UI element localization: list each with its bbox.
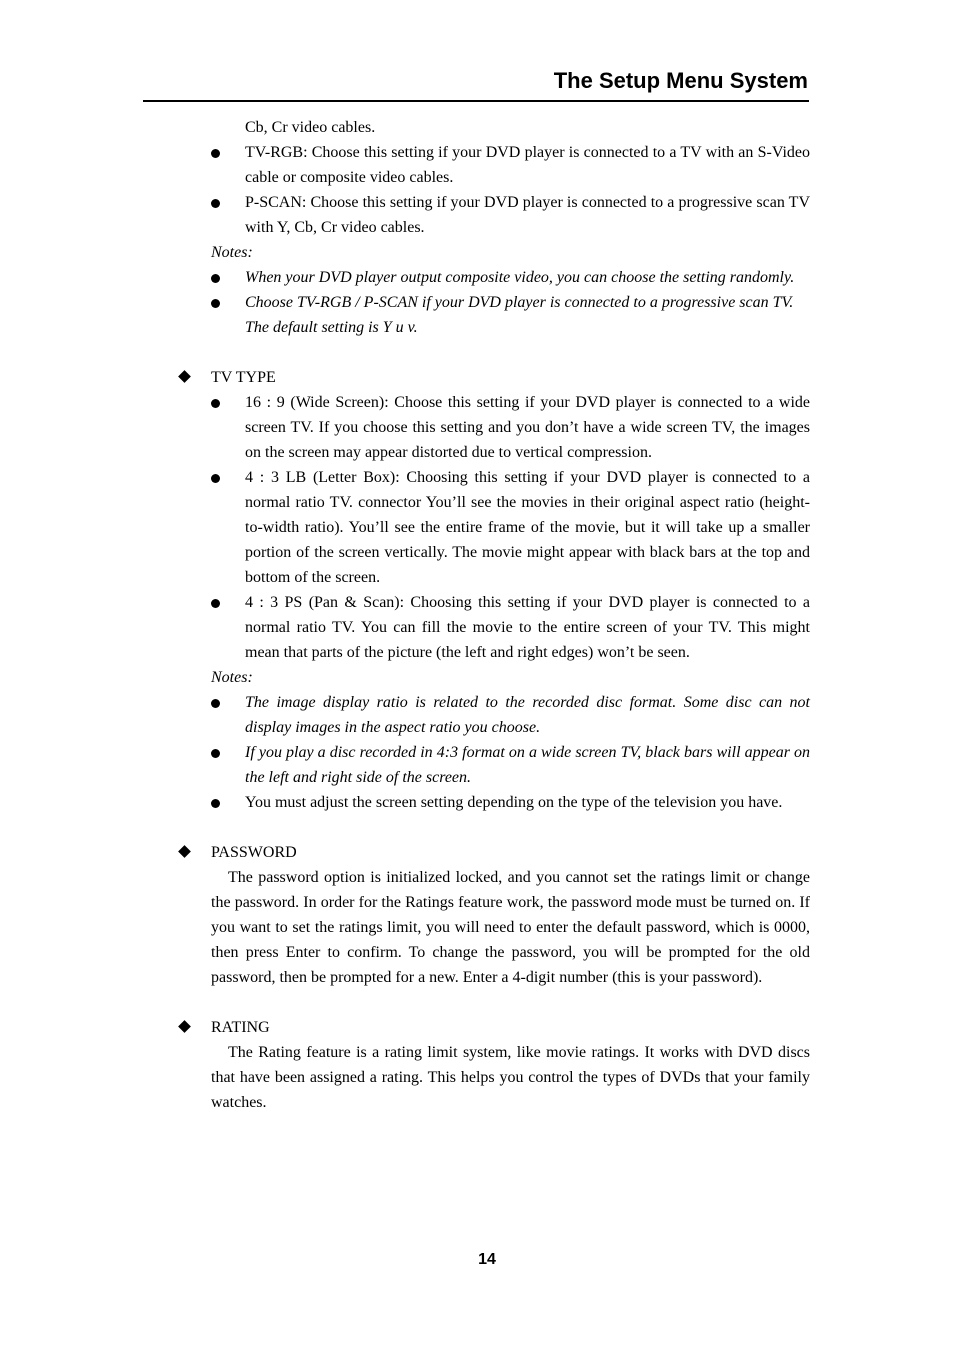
bullet-icon [211, 149, 220, 158]
continuation-text: Cb, Cr video cables. [245, 119, 376, 136]
password-paragraph: The password option is initialized locked, and you cannot set the ratings limit or change the password. In order for the Ratings feature work, the password mode must be turned on. If you want to set the ratings limit, you will need to enter the default password, which is 0000, then press Enter to confirm. To change the password, you will be prompted for the old password, then be prompted for a new. Enter a 4-digit number (this is your password). [211, 869, 810, 986]
bullet-icon [211, 799, 220, 808]
note-text: You must adjust the screen setting depending on the type of the television you have. [245, 794, 783, 811]
note-item [0, 790, 810, 815]
bullet-icon [211, 299, 220, 308]
bullet-icon [211, 599, 220, 608]
section-gap [0, 990, 954, 1015]
diamond-bullet-icon [178, 370, 191, 383]
bullet-icon [211, 199, 220, 208]
list-item [0, 590, 810, 665]
diamond-bullet-icon [178, 845, 191, 858]
list-item-text: TV-RGB: Choose this setting if your DVD player is connected to a TV with an S-Video cable or composite video cables. [245, 144, 810, 186]
bullet-icon [211, 474, 220, 483]
header-rule [143, 100, 809, 102]
rating-paragraph: The Rating feature is a rating limit system, like movie ratings. It works with DVD discs that have been assigned a rating. This helps you control the types of DVDs that your family watches. [211, 1044, 810, 1111]
default-setting-text: The default setting is Y u v. [245, 319, 418, 336]
list-item [0, 390, 810, 465]
note-item [0, 265, 810, 290]
note-text: The image display ratio is related to the recorded disc format. Some disc can not display images in the aspect ratio you choose. [245, 694, 810, 736]
list-item [0, 140, 810, 190]
note-text: Choose TV-RGB / P-SCAN if your DVD player is connected to a progressive scan TV. [245, 294, 794, 311]
section-heading-text: RATING [211, 1019, 270, 1036]
bullet-icon [211, 749, 220, 758]
list-item-text: P-SCAN: Choose this setting if your DVD player is connected to a progressive scan TV with Y, Cb, Cr video cables. [245, 194, 810, 236]
section-heading-text: PASSWORD [211, 844, 297, 861]
note-item [0, 690, 810, 740]
diamond-bullet-icon [178, 1020, 191, 1033]
list-item [0, 190, 810, 240]
list-item-text: 16 : 9 (Wide Screen): Choose this setting if your DVD player is connected to a wide screen TV. If you choose this setting and you don’t have a wide screen TV, the images on the screen may appear distorted due to vertical compression. [245, 394, 810, 461]
section-heading-text: TV TYPE [211, 369, 276, 386]
list-item-text: 4 : 3 LB (Letter Box): Choosing this setting if your DVD player is connected to a normal ratio TV. connector You’ll see the movies in their original aspect ratio (height-to-width ratio). You’ll see the entire frame of the movie, but it will take up a smaller portion of the screen vertically. The movie might appear with black bars at the top and bottom of the screen. [245, 469, 810, 586]
section-heading-rating [0, 1015, 954, 1040]
section-heading-password [0, 840, 954, 865]
list-item [0, 465, 810, 590]
bullet-icon [211, 399, 220, 408]
notes-label: Notes: [211, 669, 253, 686]
section-gap [0, 815, 954, 840]
note-text: If you play a disc recorded in 4:3 format on a wide screen TV, black bars will appear on the left and right side of the screen. [245, 744, 810, 786]
bullet-icon [211, 274, 220, 283]
list-item-text: 4 : 3 PS (Pan & Scan): Choosing this setting if your DVD player is connected to a normal ratio TV. You can fill the movie to the entire screen of your TV. This might mean that parts of the picture (the left and right edges) won’t be seen. [245, 594, 810, 661]
section-heading-tv-type [0, 365, 954, 390]
section-gap [0, 340, 954, 365]
note-text: When your DVD player output composite video, you can choose the setting randomly. [245, 269, 795, 286]
note-item [0, 740, 810, 790]
note-item [0, 290, 810, 315]
page-number: 14 [478, 1251, 496, 1268]
bullet-icon [211, 699, 220, 708]
notes-label: Notes: [211, 244, 253, 261]
page-title: The Setup Menu System [553, 68, 808, 93]
page-content [0, 115, 954, 1115]
